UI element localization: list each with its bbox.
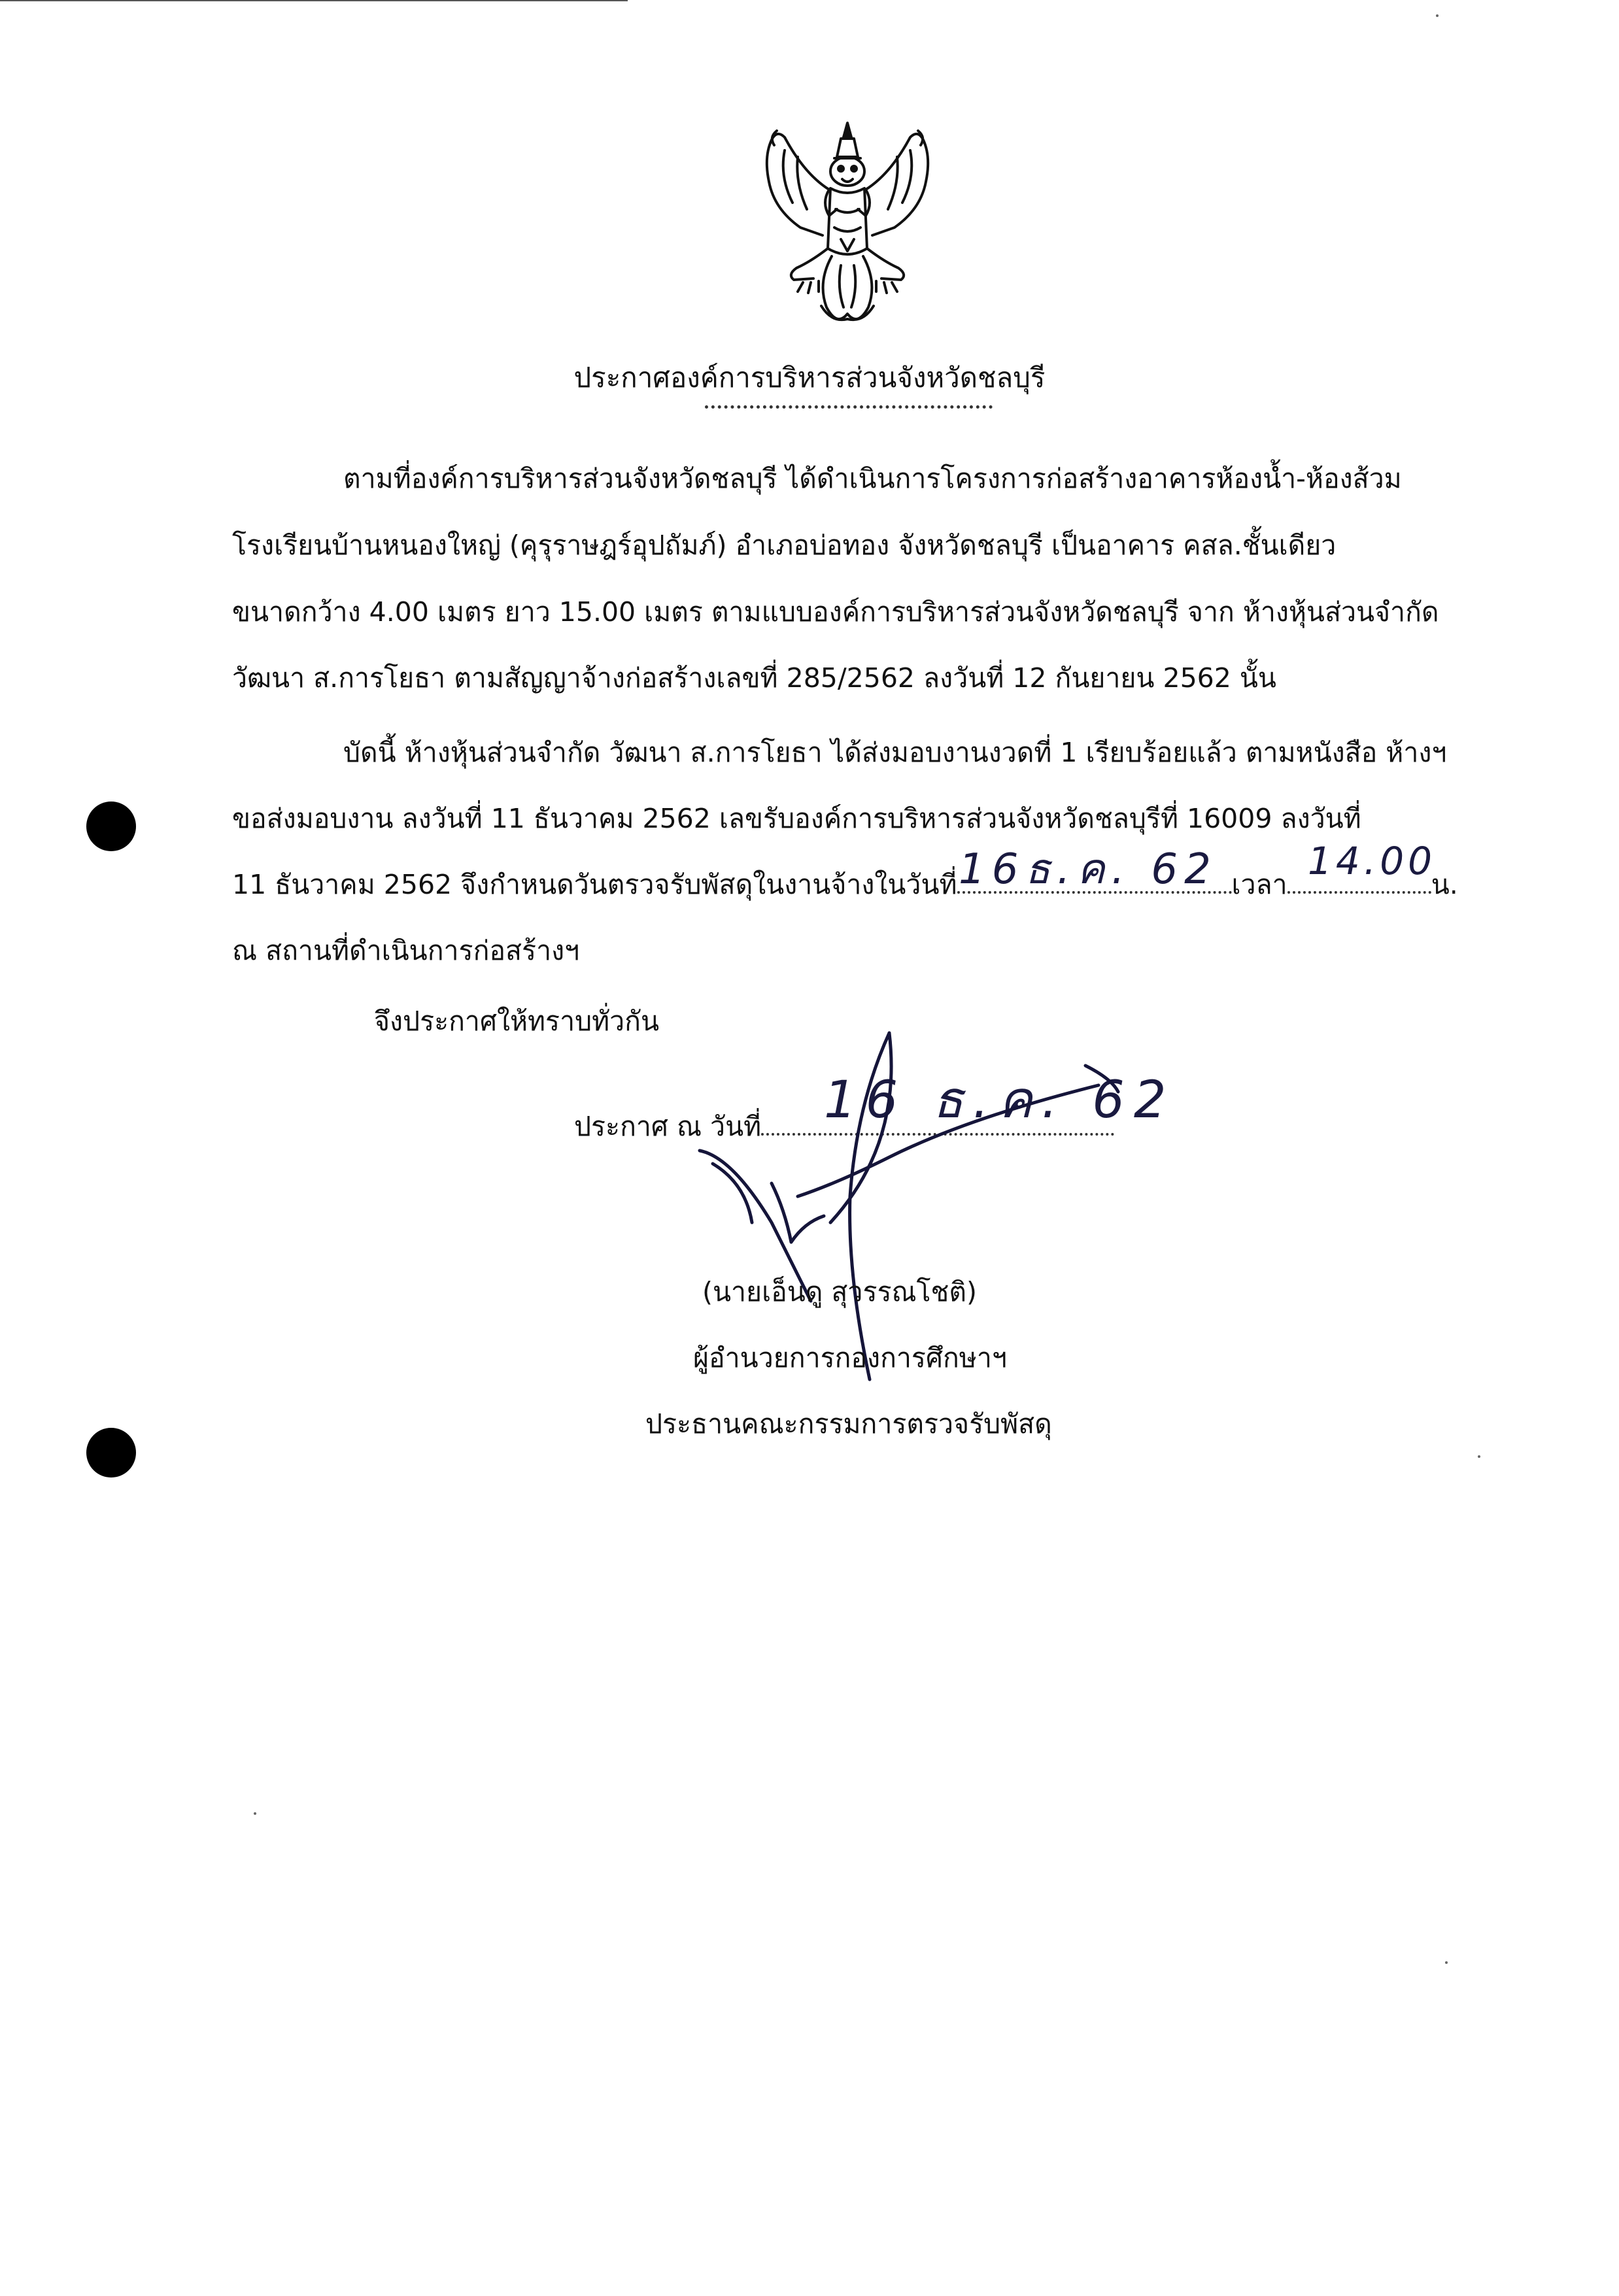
paragraph2-line4: ณ สถานที่ดำเนินการก่อสร้างฯ [232, 935, 580, 966]
scan-speck [254, 1812, 256, 1815]
signatory-position: ผู้อำนวยการกองการศึกษาฯ [693, 1342, 1007, 1374]
paragraph2-line3 [232, 865, 1458, 904]
garuda-emblem-icon [745, 111, 949, 333]
paragraph2-line3-prefix: 11 ธันวาคม 2562 จึงกำหนดวันตรวจรับพัสดุในงานจ้างในวันที่ [232, 869, 957, 900]
handwritten-inspection-date: 16ธ.ค. 62 [959, 845, 1218, 894]
time-suffix: น. [1431, 869, 1458, 900]
signatory-name: (นายเอ็นดู สุวรรณโชติ) [702, 1276, 977, 1308]
document-title: ประกาศองค์การบริหารส่วนจังหวัดชลบุรี [573, 362, 1046, 394]
time-label: เวลา [1231, 869, 1287, 900]
closing-statement: จึงประกาศให้ทราบทั่วกัน [374, 1005, 660, 1037]
punch-hole [86, 802, 136, 851]
scan-speck [1478, 1455, 1480, 1458]
paragraph1-line3: ขนาดกว้าง 4.00 เมตร ยาว 15.00 เมตร ตามแบบองค์การบริหารส่วนจังหวัดชลบุรี จาก ห้างหุ้นส่วนจำกัด [232, 596, 1439, 628]
announce-date-label: ประกาศ ณ วันที่ [574, 1111, 762, 1142]
title-underline-dots [705, 405, 993, 409]
paragraph1-line2: โรงเรียนบ้านหนองใหญ่ (คุรุราษฎร์อุปถัมภ์) อำเภอบ่อทอง จังหวัดชลบุรี เป็นอาคาร คสล.ชั้นเดียว [232, 530, 1337, 561]
handwritten-announce-date: 16 ธ.ค. 62 [824, 1071, 1176, 1130]
scan-speck [1445, 1961, 1448, 1964]
scan-edge-line [0, 0, 628, 1]
scan-speck [1436, 14, 1439, 17]
paragraph1-line1: ตามที่องค์การบริหารส่วนจังหวัดชลบุรี ได้ดำเนินการโครงการก่อสร้างอาคารห้องน้ำ-ห้องส้วม [343, 463, 1402, 494]
paragraph2-line1: บัดนี้ ห้างหุ้นส่วนจำกัด วัฒนา ส.การโยธา ได้ส่งมอบงานงวดที่ 1 เรียบร้อยแล้ว ตามหนังสือ ห้างฯ [343, 737, 1447, 768]
punch-hole [86, 1428, 136, 1477]
handwritten-inspection-time: 14.00 [1308, 839, 1437, 883]
paragraph2-line2: ขอส่งมอบงาน ลงวันที่ 11 ธันวาคม 2562 เลขรับองค์การบริหารส่วนจังหวัดชลบุรีที่ 16009 ลงวันที่ [232, 803, 1361, 834]
paragraph1-line4: วัฒนา ส.การโยธา ตามสัญญาจ้างก่อสร้างเลขที่ 285/2562 ลงวันที่ 12 กันยายน 2562 นั้น [232, 662, 1276, 694]
signatory-role: ประธานคณะกรรมการตรวจรับพัสดุ [645, 1408, 1052, 1440]
inspection-time-blank [1287, 885, 1431, 894]
signature-icon [693, 1026, 1151, 1393]
